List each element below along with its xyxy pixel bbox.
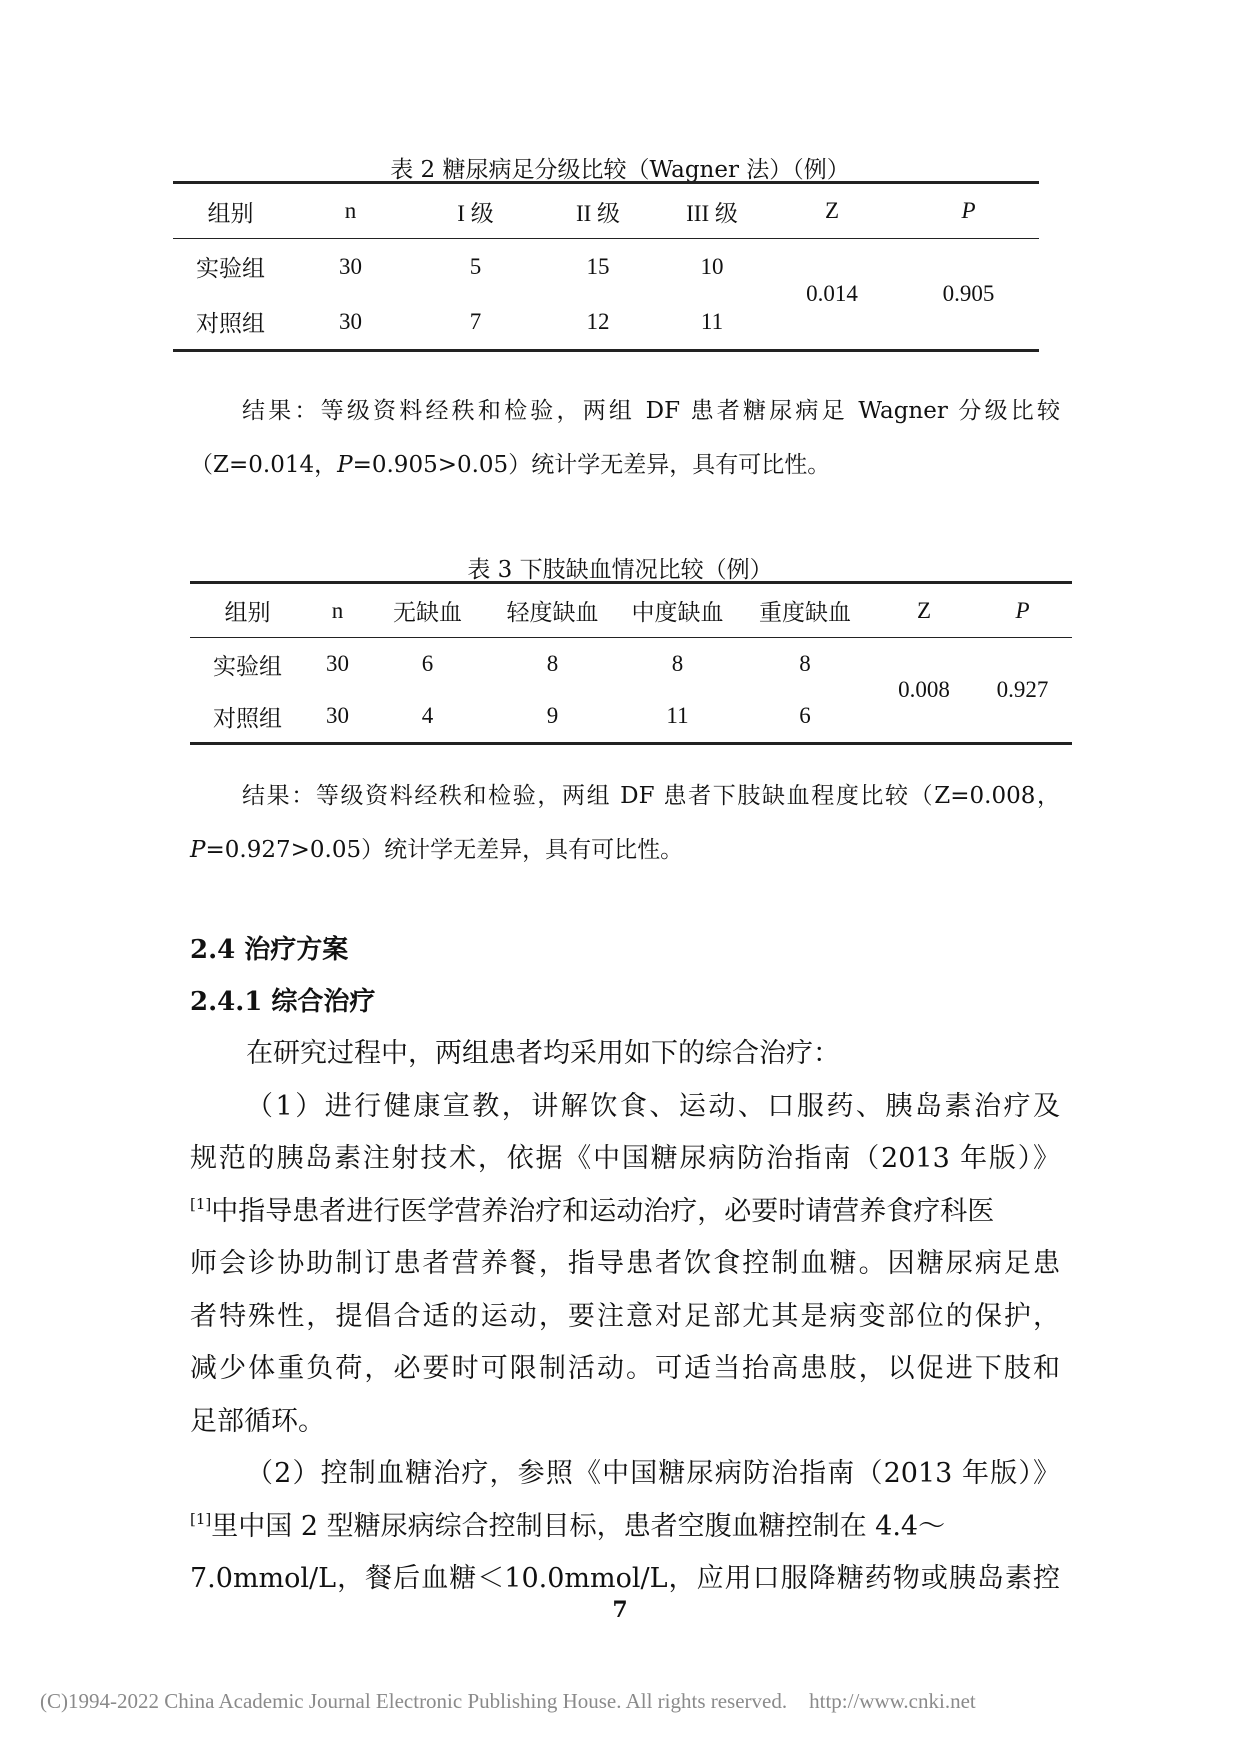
body-line: 师会诊协助制订患者营养餐，指导患者饮食控制血糖。因糖尿病足患 — [190, 1248, 1060, 1279]
result-line: 结果：等级资料经秩和检验，两组 DF 患者糖尿病足 Wagner 分级比较 — [242, 398, 1060, 424]
table2-z-value: 0.014 — [806, 281, 858, 306]
body-text-span: 中指导患者进行医学营养治疗和运动治疗，必要时请营养食疗科医 — [211, 1195, 995, 1227]
body-line: 减少体重负荷，必要时可限制活动。可适当抬高患肢，以促进下肢和 — [190, 1353, 1060, 1384]
table3-cell: 6 — [421, 651, 434, 677]
table2-result — [190, 384, 1060, 492]
body-line: （2）控制血糖治疗，参照《中国糖尿病防治指南（2013 年版）》 — [246, 1458, 1060, 1489]
table3-cell: 6 — [799, 703, 811, 729]
table2-cell: 10 — [700, 253, 724, 279]
result-text: （Z=0.014， — [190, 452, 338, 478]
p-symbol: P — [337, 452, 353, 478]
table2-p-value: 0.905 — [942, 281, 995, 306]
table3-header-none: 无缺血 — [370, 583, 485, 638]
table2-header-p: P — [898, 183, 1039, 239]
table3-caption: 表 3 下肢缺血情况比较（例） — [467, 557, 773, 583]
table3-cell: 11 — [666, 703, 689, 729]
body-line: 足部循环。 — [190, 1405, 325, 1437]
table-row — [173, 239, 1039, 295]
citation-ref: [1] — [190, 1509, 212, 1528]
result-line: 结果：等级资料经秩和检验，两组 DF 患者下肢缺血程度比较（Z=0.008， — [242, 783, 1060, 809]
body-line: （1）进行健康宣教，讲解饮食、运动、口服药、胰岛素治疗及 — [246, 1090, 1060, 1122]
result-text: =0.927>0.05）统计学无差异，具有可比性。 — [205, 837, 684, 863]
body-text-span: 里中国 2 型糖尿病综合控制目标，患者空腹血糖控制在 4.4～ — [211, 1510, 946, 1542]
table3-result — [190, 769, 1060, 877]
table2-header-group: 组别 — [173, 183, 288, 239]
body-paragraphs — [190, 1028, 1060, 1606]
body-line: 7.0mmol/L，餐后血糖＜10.0mmol/L，应用口服降糖药物或胰岛素控 — [190, 1563, 1060, 1594]
table2-cell: 30 — [339, 253, 362, 279]
table2-cell: 11 — [700, 308, 724, 334]
table3-cell: 实验组 — [213, 653, 282, 679]
table-row — [190, 638, 1072, 691]
footer-url: http://www.cnki.net — [809, 1689, 976, 1713]
table3-cell: 8 — [671, 651, 684, 677]
table3-cell: 4 — [421, 703, 434, 729]
table3-header-n: n — [305, 583, 370, 638]
body-line: 规范的胰岛素注射技术，依据《中国糖尿病防治指南（2013 年版）》 — [190, 1143, 1060, 1174]
body-line: 者特殊性，提倡合适的运动，要注意对足部尤其是病变部位的保护， — [190, 1300, 1060, 1332]
result-line — [190, 823, 1060, 877]
table2-header-z: Z — [766, 183, 898, 239]
body-line — [190, 1186, 1060, 1239]
section-heading: 2.4 治疗方案 — [190, 935, 349, 965]
table3-z-value: 0.008 — [898, 677, 950, 702]
table3-header-mild: 轻度缺血 — [485, 583, 620, 638]
p-symbol: P — [190, 837, 206, 863]
table3-header-moderate: 中度缺血 — [620, 583, 735, 638]
table2-cell: 30 — [339, 308, 362, 334]
table2 — [173, 181, 1039, 352]
table2-header-grade2: II 级 — [538, 183, 658, 239]
table3-header-group: 组别 — [190, 583, 305, 638]
table2-header-grade1: I 级 — [413, 183, 538, 239]
table3-header-severe: 重度缺血 — [735, 583, 875, 638]
subsection-heading: 2.4.1 综合治疗 — [190, 987, 376, 1017]
table3-cell: 9 — [546, 703, 559, 729]
table3-header-z: Z — [875, 583, 973, 638]
body-line: 在研究过程中，两组患者均采用如下的综合治疗： — [246, 1038, 840, 1069]
table2-cell: 5 — [469, 253, 482, 279]
footer-copyright: (C)1994-2022 China Academic Journal Electronic Publishing House. All rights reserved. — [40, 1689, 788, 1713]
result-text: =0.905>0.05）统计学无差异，具有可比性。 — [352, 452, 831, 478]
table2-cell: 实验组 — [196, 256, 265, 282]
table2-cell: 7 — [469, 308, 482, 334]
table3-cell: 8 — [799, 651, 811, 677]
table3-p-value: 0.927 — [996, 677, 1049, 702]
table2-cell: 15 — [586, 253, 610, 279]
table3-cell: 8 — [546, 651, 559, 677]
result-line — [190, 438, 1060, 492]
footer — [40, 1689, 998, 1714]
table3-cell: 对照组 — [213, 705, 282, 731]
table2-header-grade3: III 级 — [658, 183, 766, 239]
table2-cell: 对照组 — [196, 311, 265, 337]
table2-caption: 表 2 糖尿病足分级比较（Wagner 法）（例） — [390, 157, 850, 183]
page-number: 7 — [612, 1597, 628, 1623]
citation-ref: [1] — [190, 1194, 212, 1213]
table3-header-p: P — [973, 583, 1072, 638]
body-line — [190, 1501, 1060, 1554]
table2-header-n: n — [288, 183, 413, 239]
table3 — [190, 581, 1072, 745]
table2-cell: 12 — [586, 308, 610, 334]
table3-cell: 30 — [326, 703, 349, 729]
table3-cell: 30 — [326, 651, 349, 677]
